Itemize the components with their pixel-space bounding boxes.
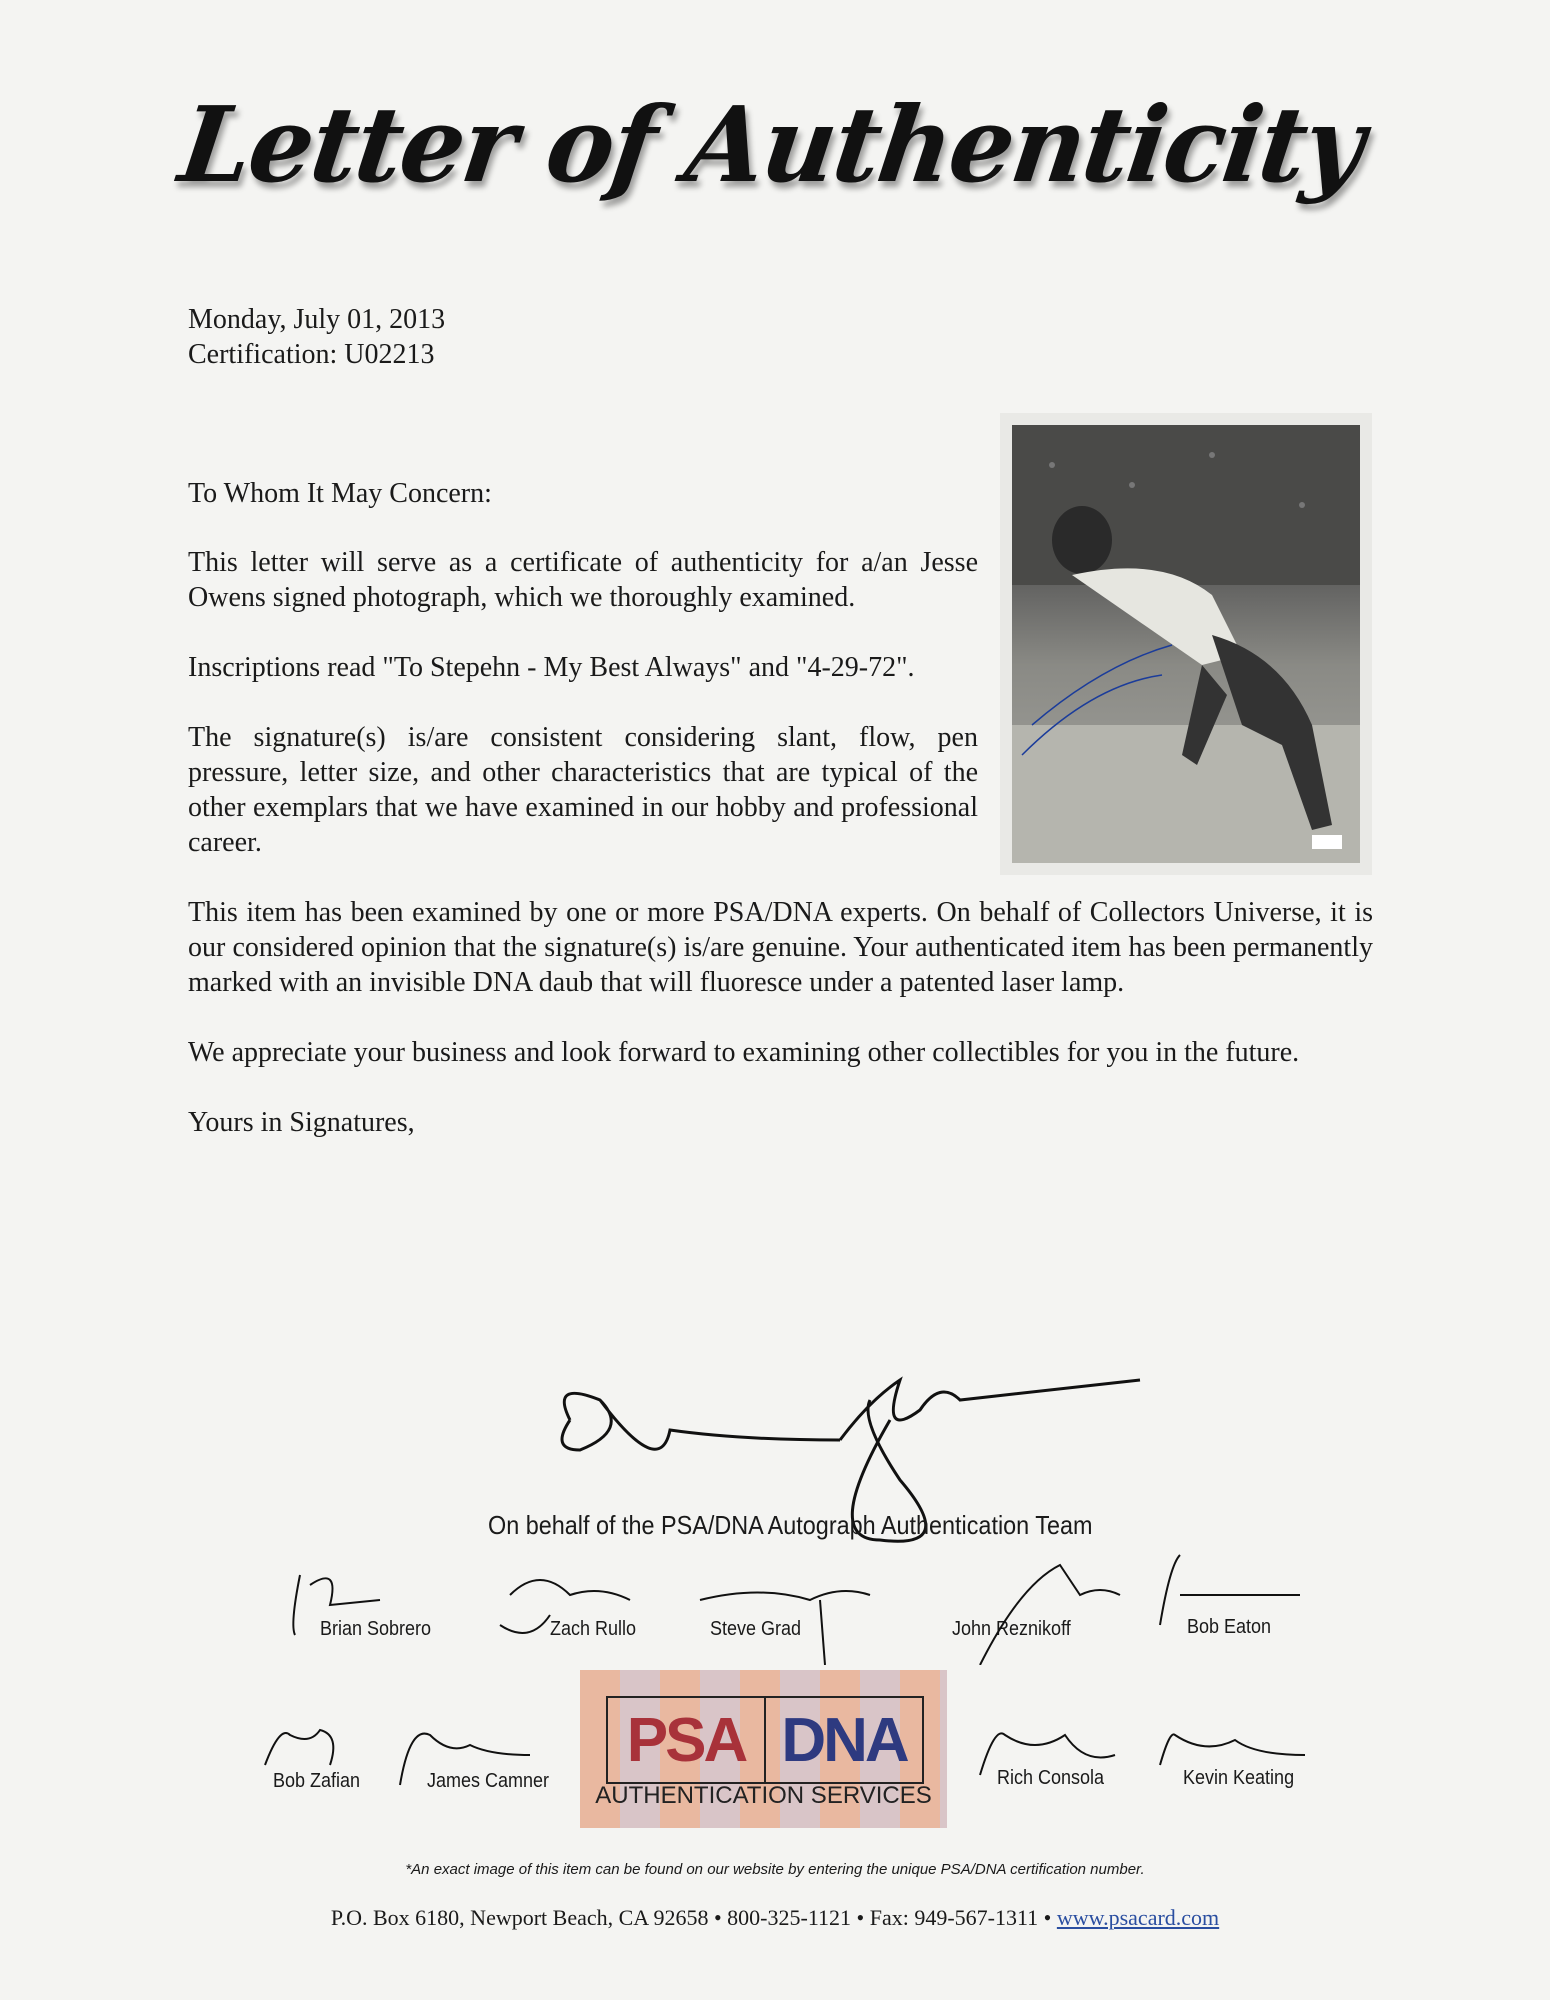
paragraph: This letter will serve as a certificate of authenticity for a/an Jesse Owens signed photograph, which we thoroughly examined.: [188, 547, 978, 613]
paragraph: The signature(s) is/are consistent considering slant, flow, pen pressure, letter size, and other characteristics that are typical of the other exemplars that we have examined in our hobby and professional career.: [188, 722, 978, 858]
body-lower: [188, 895, 1373, 1070]
logo-psa: PSA: [626, 1705, 746, 1775]
letter-body: [188, 302, 1373, 1140]
letter-title-area: [172, 80, 1371, 230]
team-member-name: Bob Zafian: [273, 1770, 361, 1792]
certification-number: Certification: U02213: [188, 339, 435, 370]
paragraph: Inscriptions read "To Stepehn - My Best Always" and "4-29-72".: [188, 652, 915, 683]
team-member-name: James Camner: [427, 1770, 550, 1792]
letter-title: Letter of Authenticity: [172, 83, 1371, 206]
team-member-name: Kevin Keating: [1183, 1767, 1295, 1789]
team-signatures-top: [280, 1545, 1320, 1665]
logo-services: AUTHENTICATION SERVICES: [595, 1782, 932, 1809]
website-link[interactable]: www.psacard.com: [1056, 1905, 1220, 1930]
paragraph: We appreciate your business and look forward to examining other collectibles for you in the future.: [188, 1037, 1300, 1068]
team-member-name: Rich Consola: [997, 1767, 1105, 1789]
team-member-name: Zach Rullo: [550, 1618, 637, 1640]
psa-dna-logo: [580, 1670, 947, 1828]
team-line: On behalf of the PSA/DNA Autograph Authentication Team: [488, 1510, 1093, 1540]
salutation: To Whom It May Concern:: [188, 478, 492, 509]
body-upper: [188, 545, 978, 860]
letter-date: Monday, July 01, 2013: [188, 304, 446, 335]
paragraph: This item has been examined by one or more PSA/DNA experts. On behalf of Collectors Universe, it is our considered opinion that the signature(s) is/are genuine. Your authenticated item has been permanently marked with an invisible DNA daub that will fluoresce under a patented laser lamp.: [188, 897, 1373, 998]
footnote: *An exact image of this item can be found on our website by entering the unique PSA/DNA certification number.: [405, 1861, 1145, 1878]
team-member-name: Brian Sobrero: [320, 1618, 432, 1640]
address: P.O. Box 6180, Newport Beach, CA 92658 • 800-325-1121 • Fax: 949-567-1311 •: [330, 1905, 1052, 1930]
footer-contact: [0, 1905, 1550, 1931]
header-block: [188, 302, 1373, 372]
team-member-name: Bob Eaton: [1187, 1616, 1272, 1638]
closing: Yours in Signatures,: [188, 1107, 415, 1138]
team-member-name: John Reznikoff: [952, 1618, 1071, 1640]
team-member-name: Steve Grad: [710, 1618, 802, 1640]
logo-dna: DNA: [764, 1698, 922, 1782]
